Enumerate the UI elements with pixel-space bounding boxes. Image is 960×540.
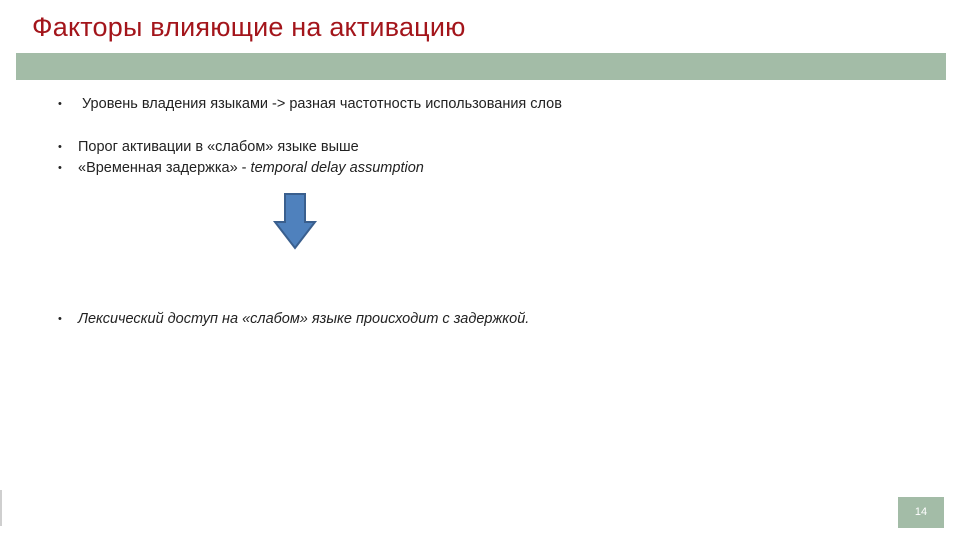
header-band [16,53,946,80]
page-number: 14 [914,506,928,518]
slide-title: Факторы влияющие на активацию [32,12,466,42]
bullet-text: Порог активации в «слабом» языке выше [78,139,359,155]
page-number-box [898,497,944,528]
bullet-marker: • [58,98,62,110]
down-arrow-icon [272,192,318,250]
bullet-text: Лексический доступ на «слабом» языке происходит с задержкой. [78,311,530,327]
bullet-marker: • [58,141,62,153]
left-edge-rule [0,490,2,526]
bullet-text: Уровень владения языками -> разная частотность использования слов [82,96,562,112]
bullet-text [78,160,424,177]
bullet-text-italic: temporal delay assumption [250,160,424,176]
bullet-marker: • [58,162,62,174]
bullet-marker: • [58,313,62,325]
bullet-text-plain: «Временная задержка» - [78,160,251,176]
